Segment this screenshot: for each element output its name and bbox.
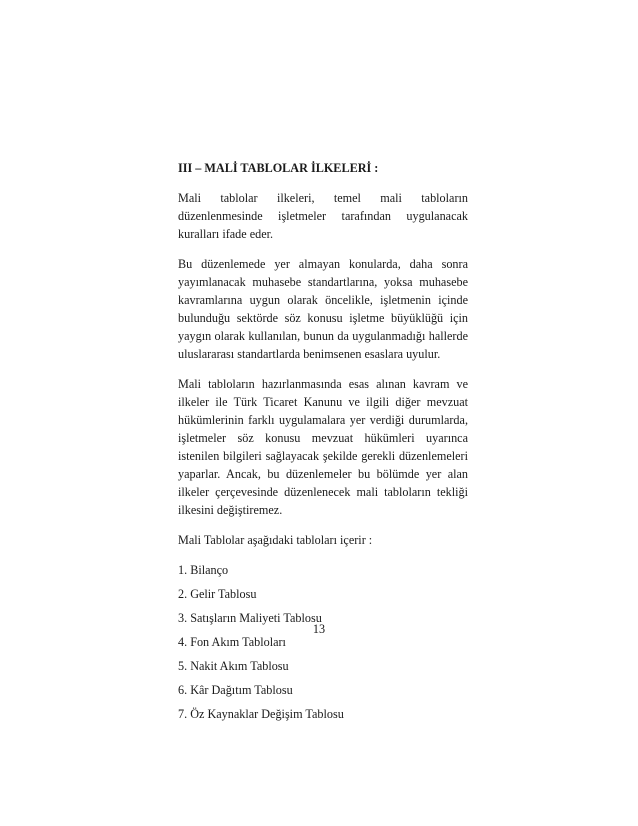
paragraph-legislation: Mali tabloların hazırlanmasında esas alınan kavram ve ilkeler ile Türk Ticaret Kanunu ve ilgili diğer mevzuat hükümlerinin farklı uygulamalara yer verdiği durumlarda, işletmeler söz konusu mevzuat hükümleri uyarınca istenilen bilgileri sağlayacak şekilde gerekli düzenlemeleri yaparlar. Ancak, bu düzenlemeler bu bölümde yer alan ilkeler çerçevesinde düzenlenecek mali tabloların tekliği ilkesini değiştiremez. [178, 377, 468, 517]
financial-tables-list [178, 561, 468, 723]
paragraph-standards: Bu düzenlemede yer almayan konularda, daha sonra yayımlanacak muhasebe standartlarına, yoksa muhasebe kavramlarına uygun olarak öncelikle, işletmenin içinde bulunduğu sektörde söz konusu işletme büyüklüğü için yaygın olarak kullanılan, bunun da uygulanmadığı hallerde uluslararası standartlarda benimsenen esaslara uyulur. [178, 257, 468, 361]
list-item: 2. Gelir Tablosu [178, 587, 257, 601]
list-item: 3. Satışların Maliyeti Tablosu [178, 611, 322, 625]
list-item: 5. Nakit Akım Tablosu [178, 659, 289, 673]
list-item: 1. Bilanço [178, 563, 229, 577]
list-item: 6. Kâr Dağıtım Tablosu [178, 683, 293, 697]
document-body [178, 159, 468, 729]
list-item: 4. Fon Akım Tabloları [178, 635, 286, 649]
list-item: 7. Öz Kaynaklar Değişim Tablosu [178, 707, 344, 721]
paragraph-list-intro: Mali Tablolar aşağıdaki tabloları içerir : [178, 533, 373, 547]
paragraph-definition: Mali tablolar ilkeleri, temel mali tabloların düzenlenmesinde işletmeler tarafından uygulanacak kuralları ifade eder. [178, 191, 468, 241]
section-heading: III – MALİ TABLOLAR İLKELERİ : [178, 161, 379, 175]
page-number: 13 [312, 622, 326, 636]
